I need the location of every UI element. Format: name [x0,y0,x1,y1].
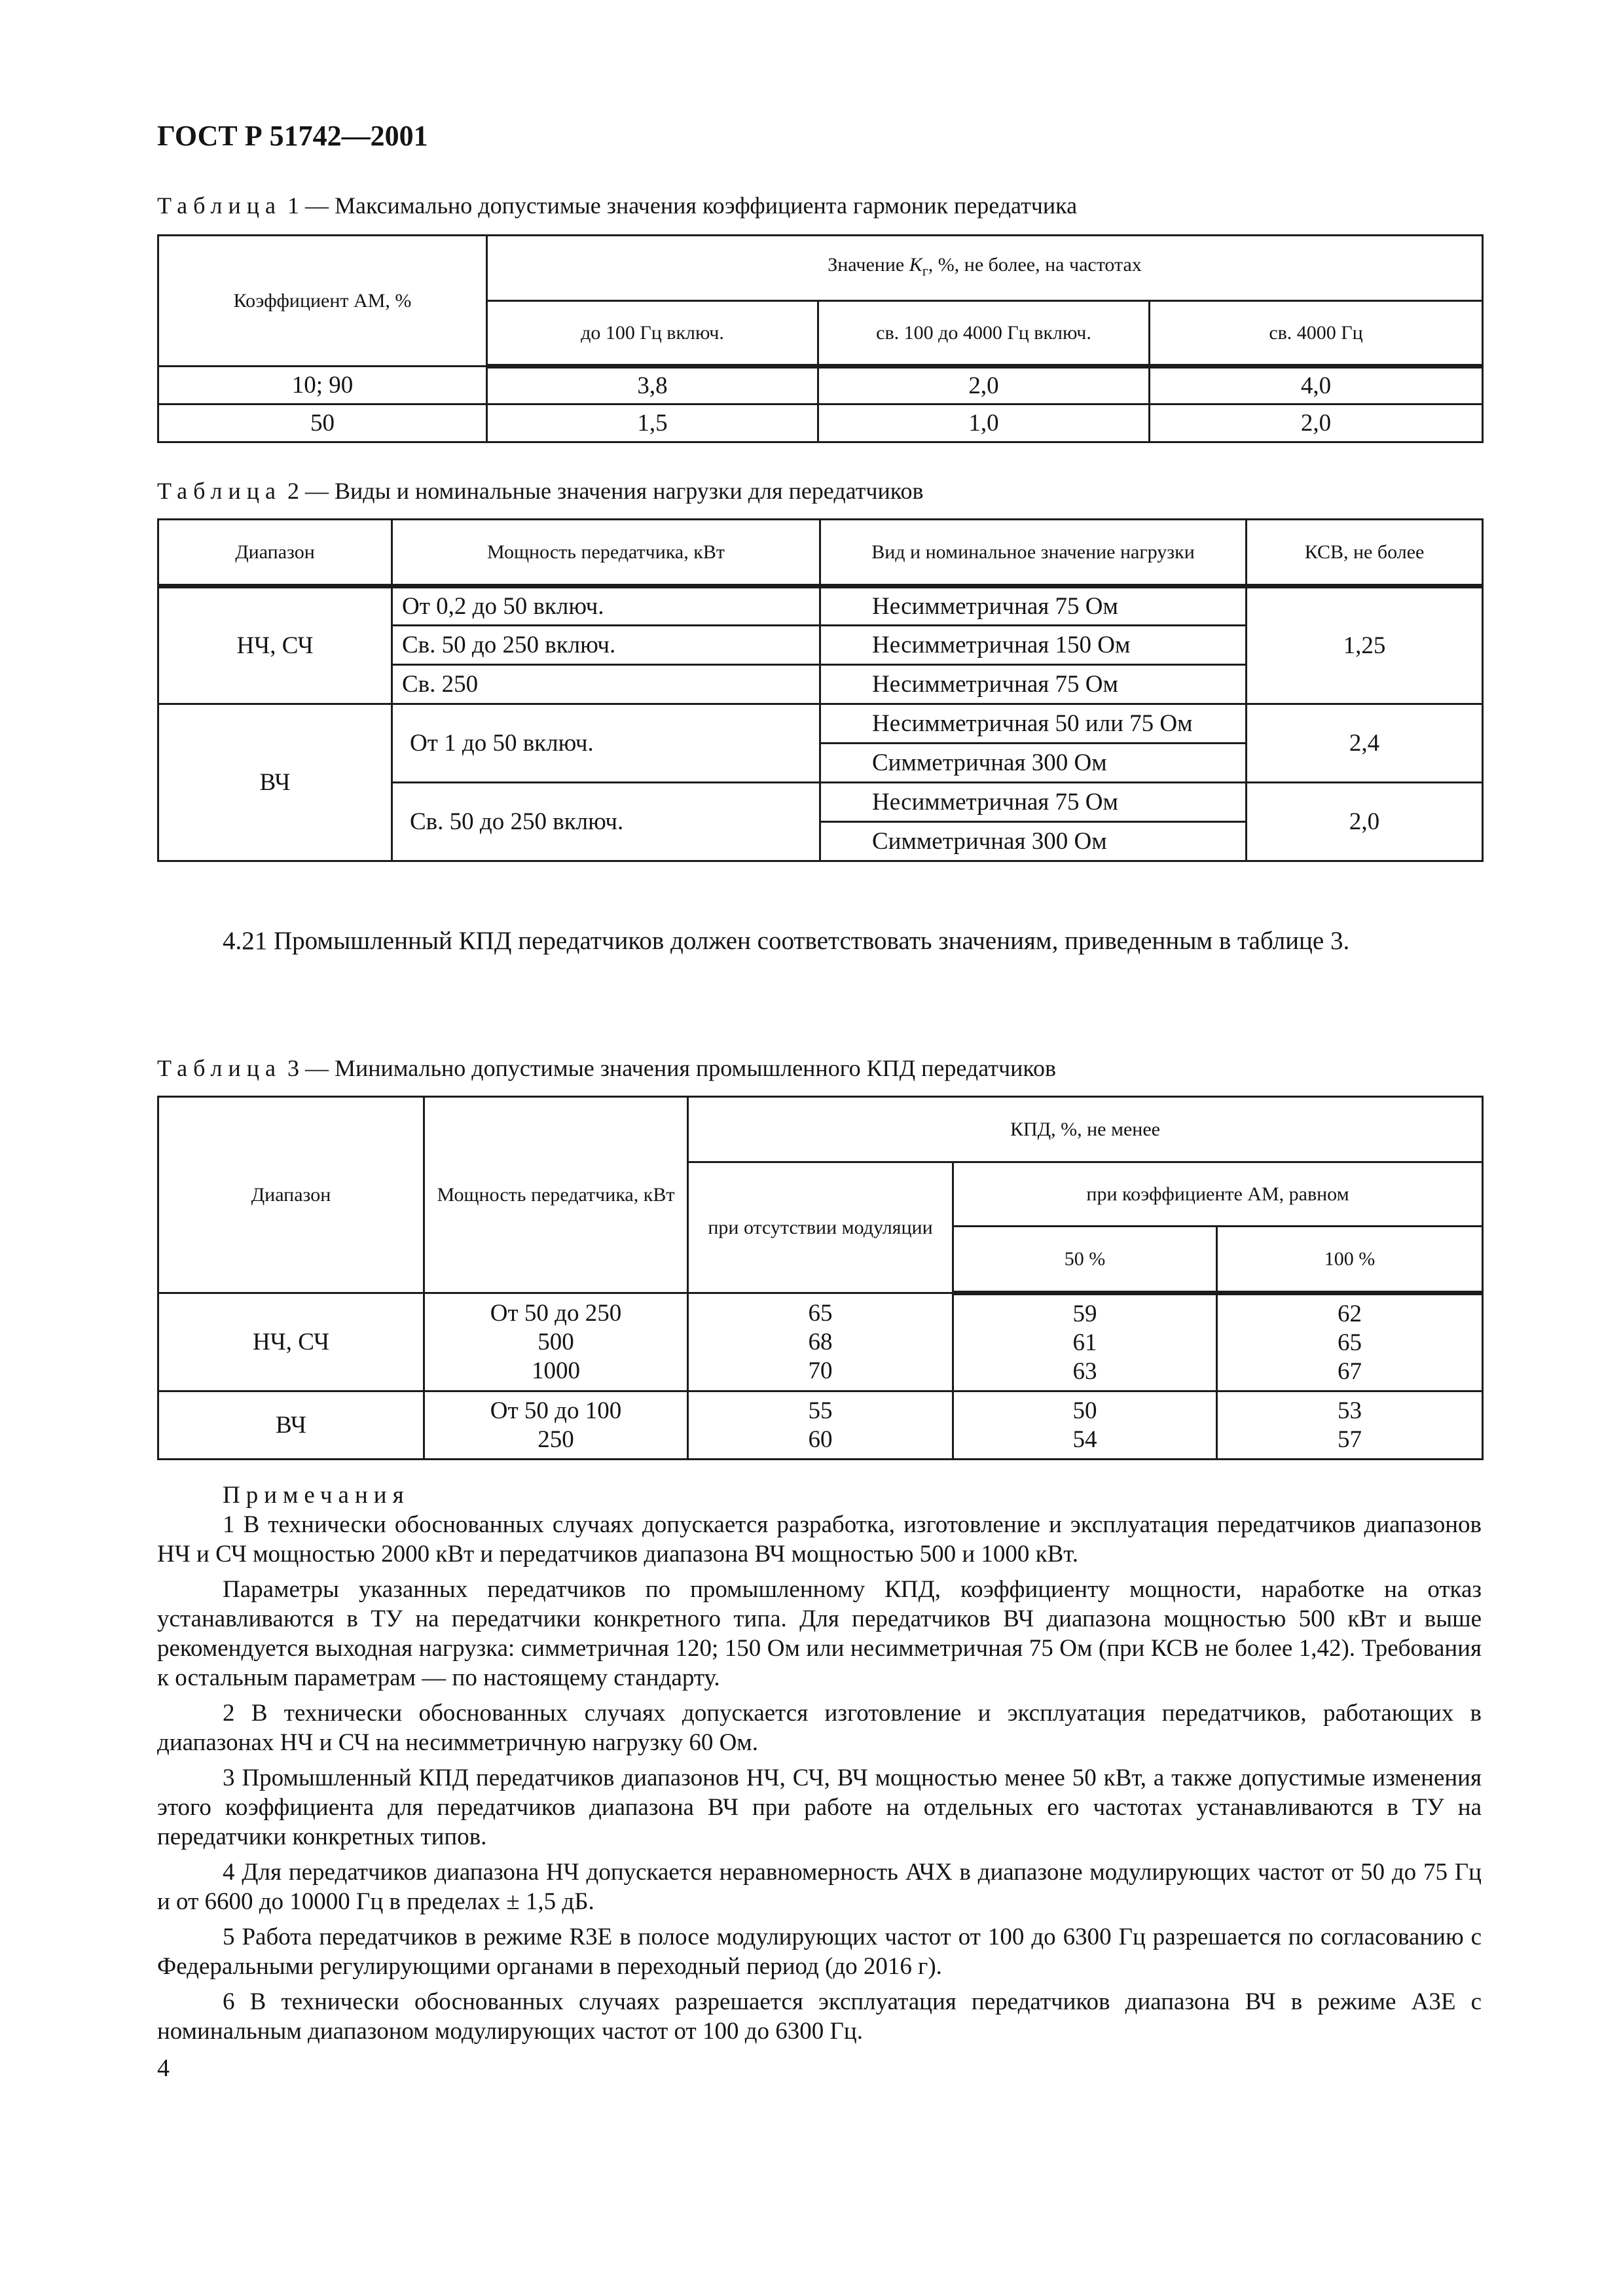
table2-power: Св. 250 [392,665,820,704]
table1-title: 1 — Максимально допустимые значения коэффициента гармоник передатчика [281,192,1078,219]
table2-load: Несимметричная 75 Ом [820,586,1247,626]
note-item: 3 Промышленный КПД передатчиков диапазонов НЧ, СЧ, ВЧ мощностью менее 50 кВт, а также допустимые изменения этого коэффициента для передатчиков диапазона ВЧ при работе на отдельных его частотах устанавливаются в ТУ на передатчики конкретных типов. [157,1765,1482,1850]
table1-cell: 50 [158,404,487,442]
table1 [157,234,1484,443]
note-item: 5 Работа передатчиков в режиме R3E в полосе модулирующих частот от 100 до 6300 Гц разрешается по согласованию с Федеральными регулирующими органами в переходный период (до 2016 г). [157,1924,1482,1980]
note-item: 1 В технически обоснованных случаях допускается разработка, изготовление и эксплуатация передатчиков диапазонов НЧ и СЧ мощностью 2000 кВт и передатчиков диапазона ВЧ мощностью 500 и 1000 кВт. [157,1511,1482,1568]
note-item: 6 В технически обоснованных случаях разрешается эксплуатация передатчиков диапазона ВЧ в режиме A3E с номинальным диапазоном модулирующих частот от 100 до 6300 Гц. [157,1988,1482,2045]
table1-cell: 2,0 [818,367,1150,404]
standard-designation: ГОСТ Р 51742—2001 [157,120,428,152]
table1-cell: 3,8 [487,367,818,404]
table1-cell: 1,5 [487,404,818,442]
table2-power: Св. 50 до 250 включ. [392,626,820,665]
table2-ksv: 2,4 [1247,704,1483,783]
table3-header-am: при коэффициенте АМ, равном [953,1162,1483,1227]
table1-cell: 2,0 [1150,404,1483,442]
table1-header-am: Коэффициент АМ, % [158,236,487,367]
table3-label: Таблица [157,1055,282,1081]
note-item: 4 Для передатчиков диапазона НЧ допускается неравномерность АЧХ в диапазоне модулирующих частот от 50 до 75 Гц и от 6600 до 10000 Гц в пределах ± 1,5 дБ. [157,1859,1482,1915]
table2-power: Св. 50 до 250 включ. [392,783,820,861]
table2-header-ksv: КСВ, не более [1247,520,1483,586]
table1-cell: 1,0 [818,404,1150,442]
table1-cell: 4,0 [1150,367,1483,404]
table2-header-power: Мощность передатчика, кВт [392,520,820,586]
table2-ksv: 1,25 [1247,586,1483,704]
table3-cell: 50 54 [953,1391,1217,1460]
table2-range-vch: ВЧ [158,704,392,861]
table2-load: Симметричная 300 Ом [820,822,1247,861]
table3-header-am100: 100 % [1217,1227,1483,1293]
table-row [158,586,1483,626]
table2-header-load: Вид и номинальное значение нагрузки [820,520,1247,586]
table2-load: Симметричная 300 Ом [820,744,1247,783]
paragraph-4-21: 4.21 Промышленный КПД передатчиков должен соответствовать значениям, приведенным в таблице 3. [223,927,1350,955]
note-item: 2 В технически обоснованных случаях допускается изготовление и эксплуатация передатчиков, работающих в диапазонах НЧ и СЧ на несимметричную нагрузку 60 Ом. [157,1700,1482,1756]
page-number: 4 [157,2054,170,2082]
note-item: Параметры указанных передатчиков по промышленному КПД, коэффициенту мощности, наработке на отказ устанавливаются в ТУ на передатчики конкретного типа. Для передатчиков ВЧ диапазона мощностью 500 кВт и выше рекомендуется выходная нагрузка: симметричная 120; 150 Ом или несимметричная 75 Ом (при КСВ не более 1,42). Требования к остальным параметрам — по настоящему стандарту. [157,1576,1482,1691]
table-row [158,1293,1483,1391]
table2-ksv: 2,0 [1247,783,1483,861]
table1-caption [157,191,1077,220]
table3-caption [157,1054,1056,1083]
table3-header-power: Мощность передатчика, кВт [424,1097,688,1293]
table3-header-am50: 50 % [953,1227,1217,1293]
table2-header-range: Диапазон [158,520,392,586]
table2-label: Таблица [157,478,282,504]
table3-cell: 53 57 [1217,1391,1483,1460]
table3-cell: От 50 до 250 500 1000 [424,1293,688,1391]
table2-power: От 1 до 50 включ. [392,704,820,783]
table3-header-range: Диапазон [158,1097,424,1293]
table3-header-kpd: КПД, %, не менее [688,1097,1483,1162]
table1-header-group: Значение $K_г$, %, не более, на частотах [487,236,1483,301]
table3 [157,1096,1484,1460]
table3-cell: От 50 до 100 250 [424,1391,688,1460]
table1-cell: 10; 90 [158,367,487,404]
table2-power: От 0,2 до 50 включ. [392,586,820,626]
table3-range-vch: ВЧ [158,1391,424,1460]
table1-header-sub2: св. 100 до 4000 Гц включ. [818,301,1150,367]
table3-title: 3 — Минимально допустимые значения промышленного КПД передатчиков [281,1055,1057,1081]
table3-range-nch: НЧ, СЧ [158,1293,424,1391]
table2-load: Несимметричная 75 Ом [820,783,1247,822]
table2-load: Несимметричная 75 Ом [820,665,1247,704]
table2-load: Несимметричная 150 Ом [820,626,1247,665]
table3-cell: 55 60 [688,1391,953,1460]
table2-caption [157,476,923,505]
table2-range-nch: НЧ, СЧ [158,586,392,704]
table3-header-nomod: при отсутствии модуляции [688,1162,953,1293]
table-row [158,704,1483,744]
table1-header-sub3: св. 4000 Гц [1150,301,1483,367]
table2-load: Несимметричная 50 или 75 Ом [820,704,1247,744]
notes [157,1480,1482,2046]
table-row [158,1391,1483,1460]
table1-header-sub1: до 100 Гц включ. [487,301,818,367]
table2 [157,518,1484,862]
table1-label: Таблица [157,192,282,219]
table2-title: 2 — Виды и номинальные значения нагрузки для передатчиков [281,478,924,504]
table3-cell: 62 65 67 [1217,1293,1483,1391]
table-row [158,404,1483,442]
table3-cell: 65 68 70 [688,1293,953,1391]
table3-cell: 59 61 63 [953,1293,1217,1391]
notes-heading: Примечания [223,1482,410,1509]
table-row [158,367,1483,404]
